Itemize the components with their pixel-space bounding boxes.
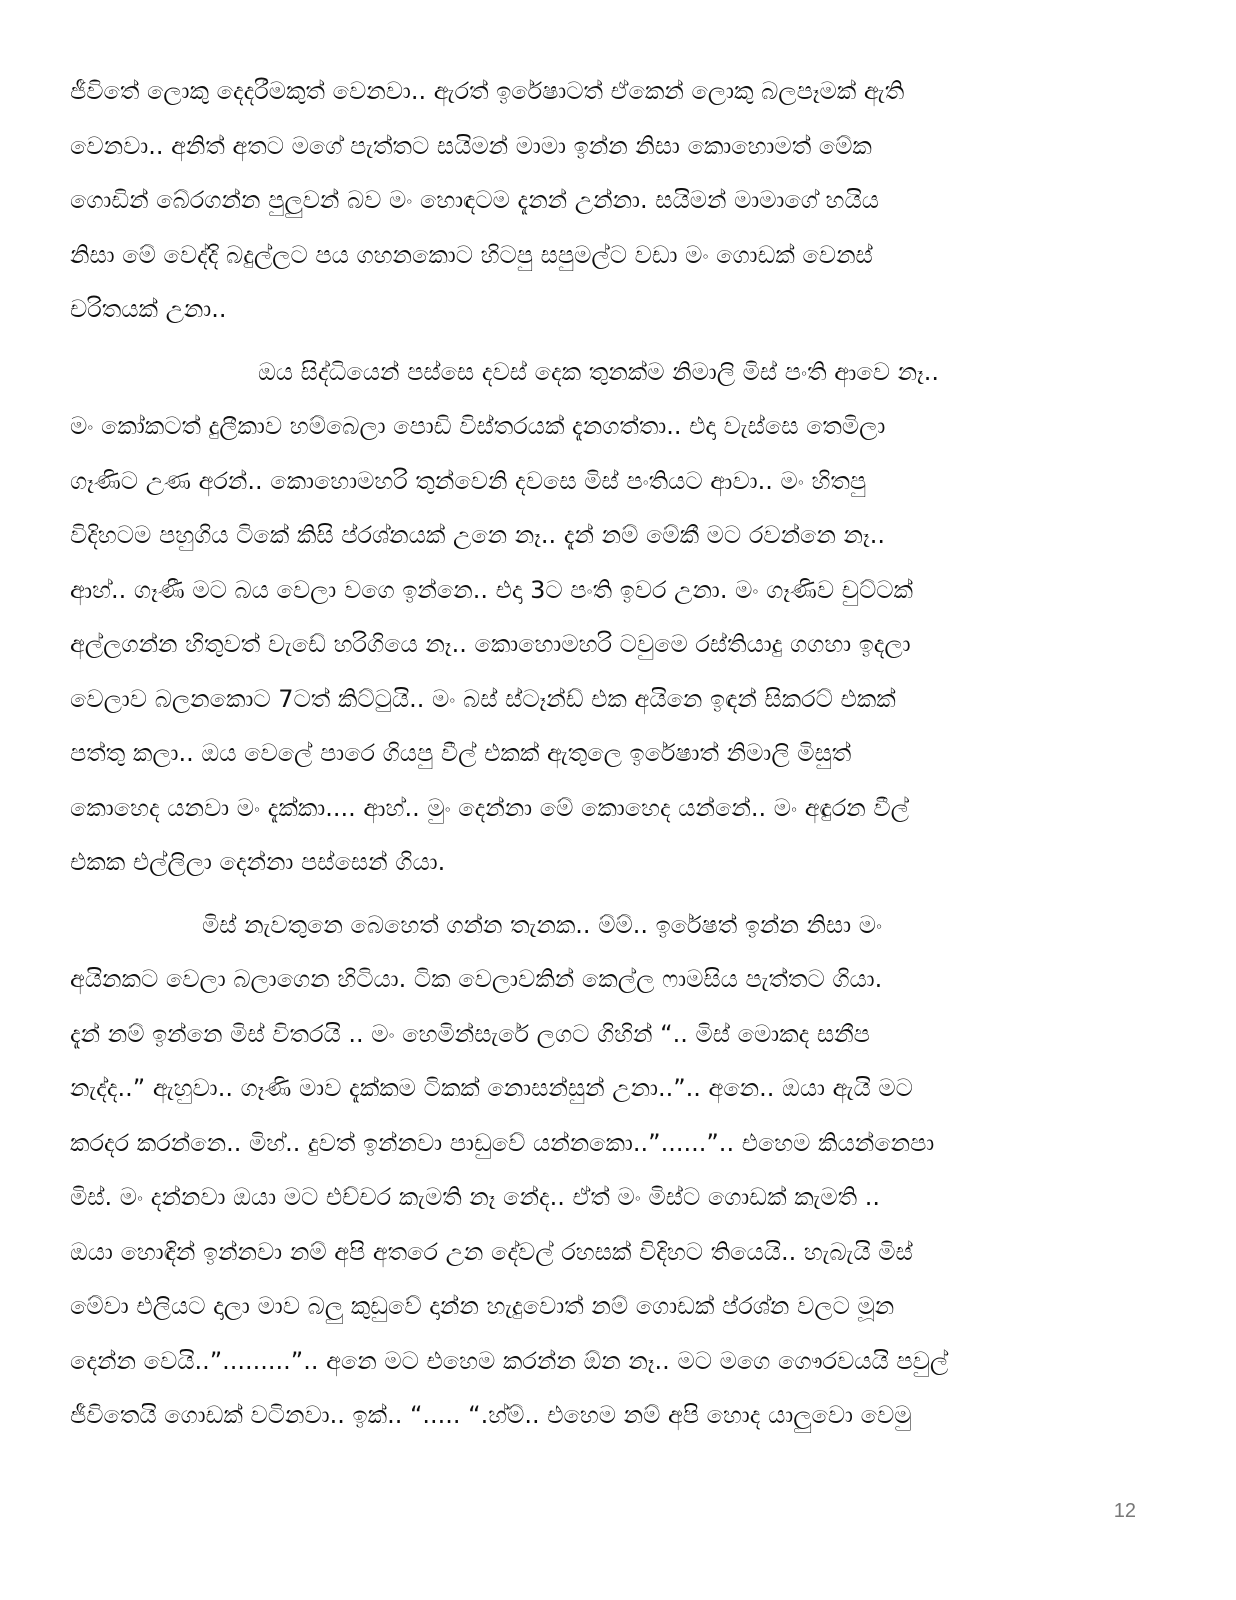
text-line: අයිනකට වෙලා බලාගෙන හිටියා. ටික වෙලාවකින් කෙල්ල ෆාමසිය පැත්තට ගියා. (70, 965, 883, 993)
paragraph (70, 345, 1160, 890)
page-number: 12 (1113, 1500, 1136, 1522)
paragraph (70, 898, 1160, 1443)
text-line: දැන් නම් ඉන්නෙ මිස් විතරයි .. මං හෙමින්සැරේ ලගට ගිහින් “.. මිස් මොකද සනීප (70, 1019, 870, 1048)
text-line: පත්තු කලා.. ඔය වෙලේ පාරෙ ගියපු වීල් එකක් ඇතුලෙ ඉරේෂාත් නිමාලි මිසුත් (70, 739, 852, 767)
text-line: කොහෙද යනවා මං දැක්කා.... ආහ්.. මුං දෙන්නා මේ කොහෙද යන්නේ.. මං අඳුරන වීල් (70, 793, 909, 822)
text-line: මිස් නැවතුනෙ බෙහෙත් ගන්න තැනක.. ම්ම්.. ඉරේෂත් ඉන්න නිසා මං (202, 910, 883, 939)
text-line: ඔයා හොඳින් ඉන්නවා නම් අපි අතරෙ උන දේවල් රහසක් විදිහට තියෙයි.. හැබැයි මිස් (70, 1237, 913, 1266)
page-body (70, 64, 1160, 1443)
text-line: වෙනවා.. අනිත් අතට මගේ පැත්තට සයිමන් මාමා ඉන්න නිසා කොහොමත් මේක (70, 131, 872, 160)
text-line: කරදර කරන්නෙ.. මිහ්.. දුවත් ඉන්නවා පාඩුවේ යන්නකො..”......”.. එහෙම කියන්නෙපා (70, 1128, 935, 1157)
text-line: නැද්ද..” ඇහුවා.. ගෑණි මාව දැක්කම ටිකක් නොසන්සුන් උනා..”.. අනෙ.. ඔයා ඇයි මට (70, 1074, 913, 1102)
text-line: දෙන්න වෙයි..”.........”.. අනෙ මට එහෙම කරන්න ඕන නෑ.. මට මගෙ ගෞරවයයි පවුල් (70, 1346, 949, 1375)
text-line: මිස්. මං දන්නවා ඔයා මට එච්චර කැමති නෑ නේද.. ඒත් මං මිස්ට ගොඩක් කැමති .. (70, 1183, 881, 1211)
text-line: එකක එල්ලිලා දෙන්නා පස්සෙන් ගියා. (70, 848, 446, 876)
text-line: ගෑණිට උණ අරන්.. කොහොමහරි තුන්වෙනි දවසෙ මිස් පංතියට ආවා.. මං හිතපු (70, 466, 867, 495)
text-line: වෙලාව බලනකොට 7ටත් කිට්ටුයි.. මං බස් ස්ටෑන්ඩ් එක අයිනෙ ඉඳන් සිකරට් එකක් (70, 684, 896, 713)
text-line: ජීවිතේ ලොකු දෙදරීමකුත් වෙනවා.. ඇරත් ඉරේෂාටත් ඒකෙන් ලොකු බලපෑමක් ඇති (70, 77, 905, 105)
text-line: ගොඩින් බේරගන්න පුලුවන් බව මං හොඳටම දැනන් උන්නා. සයිමන් මාමාගේ හයිය (70, 186, 879, 214)
text-line: ආහ්.. ගෑණී මට බය වෙලා වගෙ ඉන්නෙ.. එදා 3ට පංති ඉවර උනා. මං ගෑණිව චුට්ටක් (70, 575, 914, 604)
text-line: අල්ලගන්න හිතුවත් වැඩේ හරිගියෙ නෑ.. කොහොමහරි ටවුමෙ රස්තියාදු ගගහා ඉදලා (70, 630, 911, 658)
text-line: චරිතයක් උනා.. (70, 295, 227, 323)
paragraph (70, 64, 1160, 337)
text-line: ඔය සිද්ධියෙන් පස්සෙ දවස් දෙක තුනක්ම නිමාලි මිස් පංති ආවෙ නෑ.. (258, 357, 940, 386)
text-line: මං කෝකටත් දුලීකාව හම්බෙලා පොඩි විස්තරයක් දැනගත්තා.. එදා වැස්සෙ තෙමිලා (70, 412, 886, 440)
text-line: නිසා මේ වෙද්දි බදුල්ලට පය ගහනකොට හිටපු සපුමල්ට වඩා මං ගොඩක් වෙනස් (70, 240, 873, 269)
text-line: විදිහටම පහුගිය ටිකේ කිසි ප්රශ්නයක් උනෙ නෑ.. දැන් නම් මේකී මට රවන්නෙ නෑ.. (70, 521, 885, 549)
text-line: මේවා එලියට දාලා මාව බලු කුඩුවේ දාන්න හැදුවොත් නම් ගොඩක් ප්රශ්න වලට මූන (70, 1292, 895, 1320)
text-line: ජීවිතෙයි ගොඩක් වටිනවා.. ඉක්.. “..... “.හ්ම්.. එහෙම නම් අපි හොද යාලුවො වෙමු (70, 1401, 912, 1429)
